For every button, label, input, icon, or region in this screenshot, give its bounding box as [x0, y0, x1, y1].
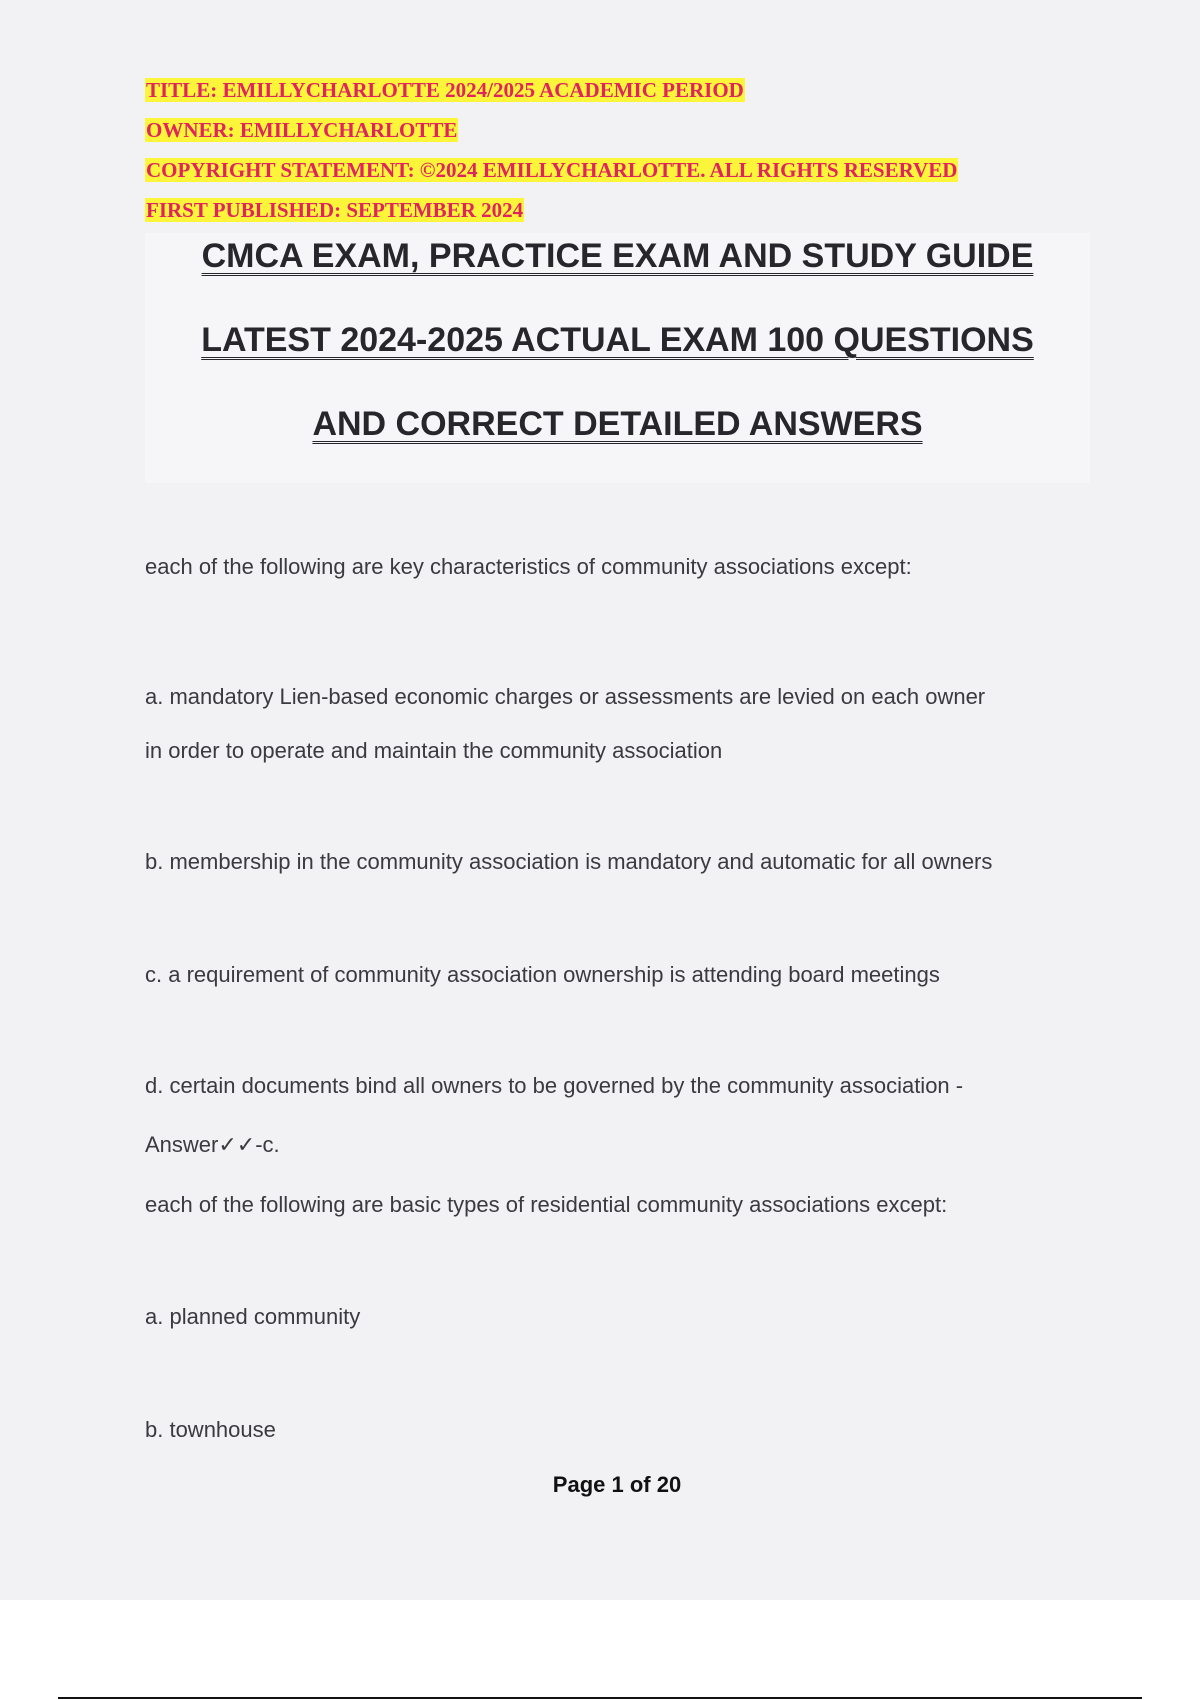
document-title-line-2 — [145, 321, 1090, 360]
metadata-copyright-text: COPYRIGHT STATEMENT: ©2024 EMILLYCHARLOTTE. ALL RIGHTS RESERVED — [146, 158, 958, 182]
metadata-copyright-line — [145, 150, 958, 190]
page-number: Page 1 of 20 — [552, 1472, 682, 1497]
document-title-line-3 — [145, 405, 1090, 444]
question-1-option-d: d. certain documents bind all owners to be governed by the community association - — [145, 1073, 964, 1098]
question-1-option-a-continued: in order to operate and maintain the community association — [145, 738, 723, 763]
question-1-prompt: each of the following are key characteristics of community associations except: — [145, 554, 912, 579]
document-title-block — [145, 233, 1090, 483]
metadata-title-text: TITLE: EMILLYCHARLOTTE 2024/2025 ACADEMIC PERIOD — [146, 78, 744, 102]
title-text-1: CMCA EXAM, PRACTICE EXAM AND STUDY GUIDE — [201, 237, 1034, 275]
metadata-published-text: FIRST PUBLISHED: SEPTEMBER 2024 — [146, 198, 524, 222]
question-2-prompt: each of the following are basic types of residential community associations except: — [145, 1192, 948, 1217]
metadata-owner-line — [145, 110, 958, 150]
document-metadata — [145, 70, 958, 230]
metadata-owner-text: OWNER: EMILLYCHARLOTTE — [146, 118, 458, 142]
question-2-option-a: a. planned community — [145, 1304, 361, 1329]
question-1-option-c: c. a requirement of community association ownership is attending board meetings — [145, 962, 940, 987]
bottom-divider — [58, 1697, 1142, 1699]
metadata-title-line — [145, 70, 958, 110]
metadata-published-line — [145, 190, 958, 230]
question-1-option-a: a. mandatory Lien-based economic charges or assessments are levied on each owner — [145, 684, 986, 709]
title-text-3: AND CORRECT DETAILED ANSWERS — [312, 405, 923, 443]
question-2-option-b: b. townhouse — [145, 1417, 276, 1442]
question-1-option-b: b. membership in the community association is mandatory and automatic for all owners — [145, 849, 993, 874]
title-text-2: LATEST 2024-2025 ACTUAL EXAM 100 QUESTIONS — [201, 321, 1034, 359]
document-title-line-1 — [145, 237, 1090, 276]
question-1-answer: Answer✓✓-c. — [145, 1132, 280, 1157]
